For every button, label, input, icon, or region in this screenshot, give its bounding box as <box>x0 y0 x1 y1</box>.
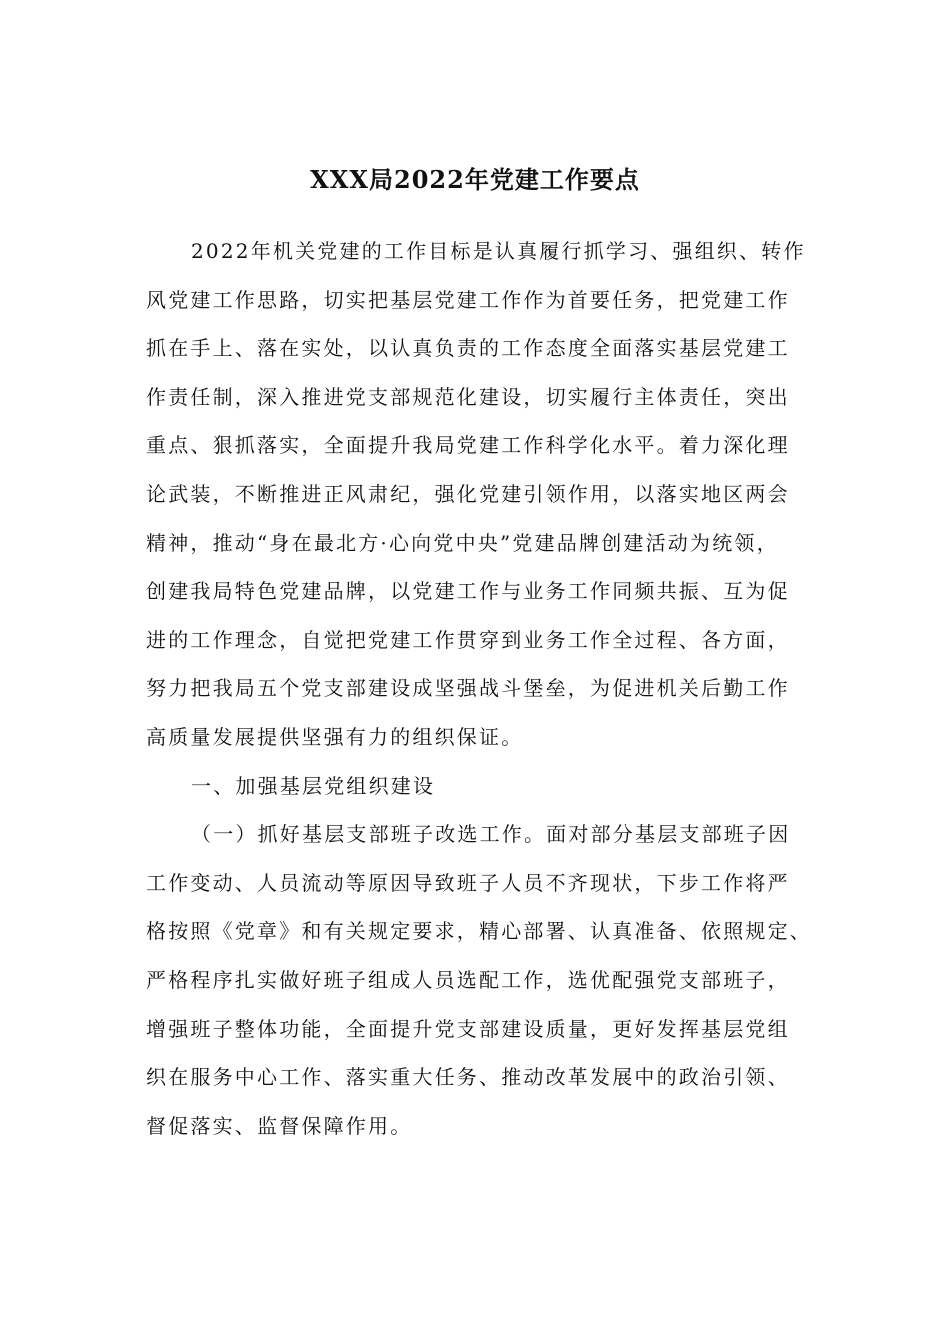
paragraph-line: 格按照《党章》和有关规定要求，精心部署、认真准备、依照规定、 <box>146 919 812 944</box>
paragraph-line: 增强班子整体功能，全面提升党支部建设质量，更好发挥基层党组 <box>146 1016 790 1041</box>
section-heading: 一、加强基层党组织建设 <box>191 773 436 798</box>
paragraph-line: 工作变动、人员流动等原因导致班子人员不齐现状，下步工作将严 <box>146 870 790 895</box>
paragraph-line: 进的工作理念，自觉把党建工作贯穿到业务工作全过程、各方面， <box>146 627 790 652</box>
paragraph-line: 高质量发展提供坚强有力的组织保证。 <box>146 724 524 749</box>
document-body <box>146 233 816 1156</box>
paragraph-line: 严格程序扎实做好班子组成人员选配工作，选优配强党支部班子， <box>146 967 790 992</box>
paragraph-line: 重点、狠抓落实，全面提升我局党建工作科学化水平。着力深化理 <box>146 433 790 458</box>
paragraph-line: 论武装，不断推进正风肃纪，强化党建引领作用，以落实地区两会 <box>146 481 790 506</box>
document-title: XXX局2022年党建工作要点 <box>310 165 640 194</box>
paragraph-line: 精神，推动“身在最北方·心向党中央”党建品牌创建活动为统领， <box>146 530 779 555</box>
paragraph-line: 2022年机关党建的工作目标是认真履行抓学习、强组织、转作 <box>191 239 806 263</box>
paragraph-line: 抓在手上、落在实处，以认真负责的工作态度全面落实基层党建工 <box>146 336 790 361</box>
paragraph-line: 作责任制，深入推进党支部规范化建设，切实履行主体责任，突出 <box>146 384 790 409</box>
paragraph-line: （一）抓好基层支部班子改选工作。面对部分基层支部班子因 <box>191 822 791 847</box>
paragraph-line: 创建我局特色党建品牌，以党建工作与业务工作同频共振、互为促 <box>146 579 790 604</box>
paragraph-line: 织在服务中心工作、落实重大任务、推动改革发展中的政治引领、 <box>146 1065 790 1090</box>
paragraph-line: 风党建工作思路，切实把基层党建工作作为首要任务，把党建工作 <box>146 287 790 312</box>
paragraph-line: 努力把我局五个党支部建设成坚强战斗堡垒，为促进机关后勤工作 <box>146 676 790 701</box>
paragraph-line: 督促落实、监督保障作用。 <box>146 1113 413 1138</box>
